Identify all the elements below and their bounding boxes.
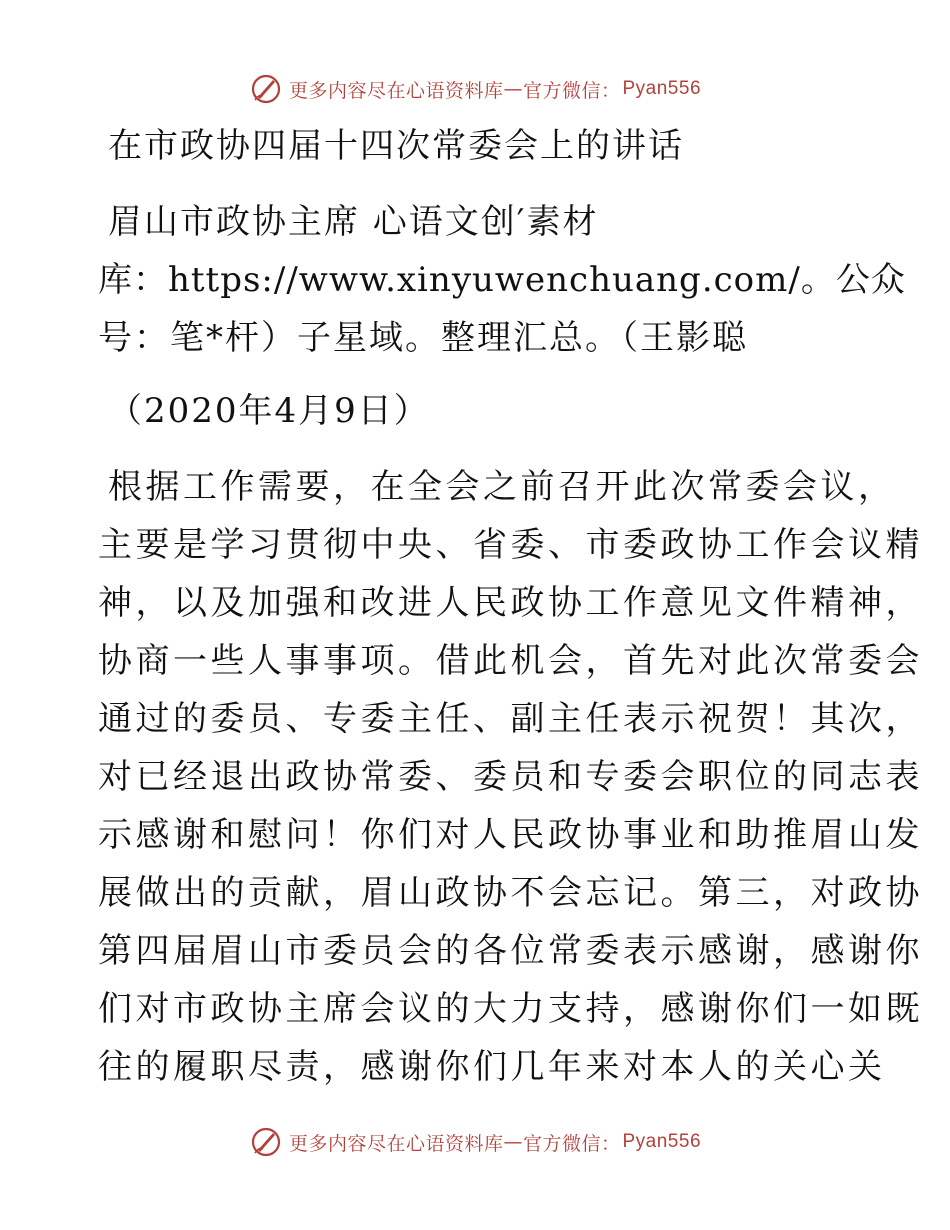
header-watermark [0,72,950,106]
watermark-separator: — [503,1131,523,1153]
body-line: 协商一些人事事项。借此机会，首先对此次常委会 [98,641,923,681]
body-line: 第四届眉山市委员会的各位常委表示感谢，感谢你 [98,931,923,971]
watermark-text: 更多内容尽在心语资料库 [288,1132,504,1155]
body-paragraph [98,458,923,1096]
body-line: 根据工作需要，在全会之前召开此次常委会议， [108,467,896,507]
watermark-official: 官方微信： [522,79,621,102]
author-line-1: 眉山市政协主席 心语文创′素材 [108,202,599,242]
body-line: 通过的委员、专委主任、副主任表示祝贺！其次， [98,699,923,739]
body-line: 主要是学习贯彻中央、省委、市委政协工作会议精 [98,525,923,565]
quill-logo-icon [249,1125,283,1159]
watermark-text: 更多内容尽在心语资料库 [288,79,504,102]
author-line-2: 库：https://www.xinyuwenchuang.com/。公众 [98,260,906,300]
watermark-wechat-id: Pyan556 [622,78,702,99]
speech-date: （2020年4月9日） [108,391,430,431]
footer-watermark [0,1125,950,1159]
quill-logo-icon [249,72,283,106]
body-line: 对已经退出政协常委、委员和专委会职位的同志表 [98,757,923,797]
body-line: 们对市政协主席会议的大力支持，感谢你们一如既 [98,989,923,1029]
body-line: 神，以及加强和改进人民政协工作意见文件精神， [98,583,923,623]
body-line: 示感谢和慰问！你们对人民政协事业和助推眉山发 [98,815,923,855]
document-title: 在市政协四届十四次常委会上的讲话 [108,126,684,166]
author-line-3: 号：笔*杆）子星域。整理汇总。（王影聪 [98,318,748,358]
watermark-separator: — [503,78,523,100]
body-line: 展做出的贡献，眉山政协不会忘记。第三，对政协 [98,873,923,913]
watermark-wechat-id: Pyan556 [622,1131,702,1152]
body-line: 往的履职尽责，感谢你们几年来对本人的关心关 [98,1047,886,1087]
watermark-official: 官方微信： [522,1132,621,1155]
